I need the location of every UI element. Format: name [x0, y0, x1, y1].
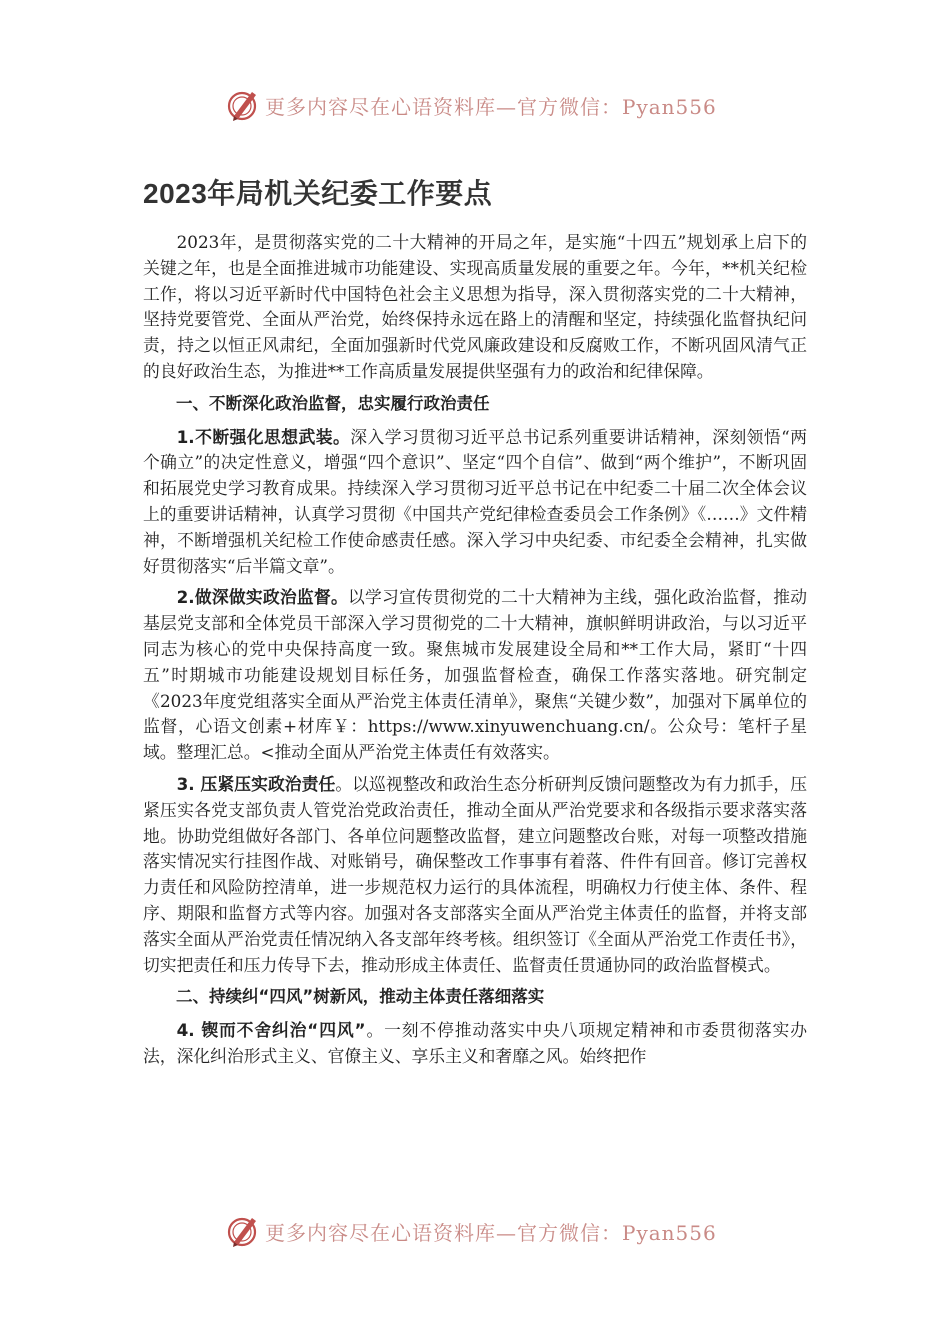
- document-body: [143, 230, 807, 1076]
- pen-logo-icon: [225, 1213, 261, 1249]
- item-paragraph-3: [143, 772, 807, 978]
- item-paragraph-2: [143, 585, 807, 766]
- watermark-text: 更多内容尽在心语资料库—官方微信：Pyan556: [265, 94, 717, 119]
- header-watermark: [225, 85, 717, 125]
- watermark-text: 更多内容尽在心语资料库—官方微信：Pyan556: [265, 1220, 717, 1245]
- item-lead-2: 2.做深做实政治监督。: [176, 587, 348, 608]
- document-title: 2023年局机关纪委工作要点: [143, 178, 493, 209]
- footer-watermark: [225, 1211, 717, 1251]
- item-lead-3: 3. 压紧压实政治责任: [176, 773, 336, 794]
- section-heading-1: 一、不断深化政治监督，忠实履行政治责任: [176, 393, 490, 413]
- item-paragraph-4: [143, 1018, 807, 1070]
- item-text-4: 。一刻不停推动落实中央八项规定精神和市委贯彻落实办法，深化纠治形式主义、官僚主义、享乐主义和奢靡之风。始终把作: [143, 1020, 807, 1066]
- item-text-2: 以学习宣传贯彻党的二十大精神为主线，强化政治监督，推动基层党支部和全体党员干部深入学习贯彻党的二十大精神，旗帜鲜明讲政治，与以习近平同志为核心的党中央保持高度一致。聚焦城市发展建设全局和**工作大局，紧盯“十四五”时期城市功能建设规划目标任务，加强监督检查，确保工作落实落地。研究制定《2023年度党组落实全面从严治党主体责任清单》，聚焦“关键少数”，加强对下属单位的监督，心语文创素+材库￥：https://www.xinyuwenchuang.cn/。公众号：笔杆子星域。整理汇总。<推动全面从严治党主体责任有效落实。: [143, 587, 807, 763]
- item-lead-4: 4. 锲而不舍纠治“四风”: [176, 1020, 366, 1041]
- section-heading-2: 二、持续纠“四风”树新风，推动主体责任落细落实: [176, 987, 545, 1007]
- item-lead-1: 1.不断强化思想武装。: [176, 426, 351, 447]
- pen-logo-icon: [225, 87, 261, 123]
- item-text-3: 。以巡视整改和政治生态分析研判反馈问题整改为有力抓手，压紧压实各党支部负责人管党治党政治责任，推动全面从严治党要求和各级指示要求落实落地。协助党组做好各部门、各单位问题整改监督，建立问题整改台账，对每一项整改措施落实情况实行挂图作战、对账销号，确保整改工作事事有着落、件件有回音。修订完善权力责任和风险防控清单，进一步规范权力运行的具体流程，明确权力行使主体、条件、程序、期限和监督方式等内容。加强对各支部落实全面从严治党主体责任的监督，并将支部落实全面从严治党责任情况纳入各支部年终考核。组织签订《全面从严治党工作责任书》，切实把责任和压力传导下去，推动形成主体责任、监督责任贯通协同的政治监督模式。: [143, 773, 807, 975]
- item-text-1: 深入学习贯彻习近平总书记系列重要讲话精神，深刻领悟“两个确立”的决定性意义，增强“四个意识”、坚定“四个自信”、做到“两个维护”，不断巩固和拓展党史学习教育成果。持续深入学习贯彻习近平总书记在中纪委二十届二次全体会议上的重要讲话精神，认真学习贯彻《中国共产党纪律检查委员会工作条例》《……》文件精神，不断增强机关纪检工作使命感责任感。深入学习中央纪委、市纪委全会精神，扎实做好贯彻落实“后半篇文章”。: [143, 426, 807, 576]
- intro-paragraph: 2023年，是贯彻落实党的二十大精神的开局之年，是实施“十四五”规划承上启下的关键之年，也是全面推进城市功能建设、实现高质量发展的重要之年。今年，**机关纪检工作，将以习近平新时代中国特色社会主义思想为指导，深入贯彻落实党的二十大精神，坚持党要管党、全面从严治党，始终保持永远在路上的清醒和坚定，持续强化监督执纪问责，持之以恒正风肃纪，全面加强新时代党风廉政建设和反腐败工作，不断巩固风清气正的良好政治生态，为推进**工作高质量发展提供坚强有力的政治和纪律保障。: [143, 232, 807, 381]
- item-paragraph-1: [143, 425, 807, 580]
